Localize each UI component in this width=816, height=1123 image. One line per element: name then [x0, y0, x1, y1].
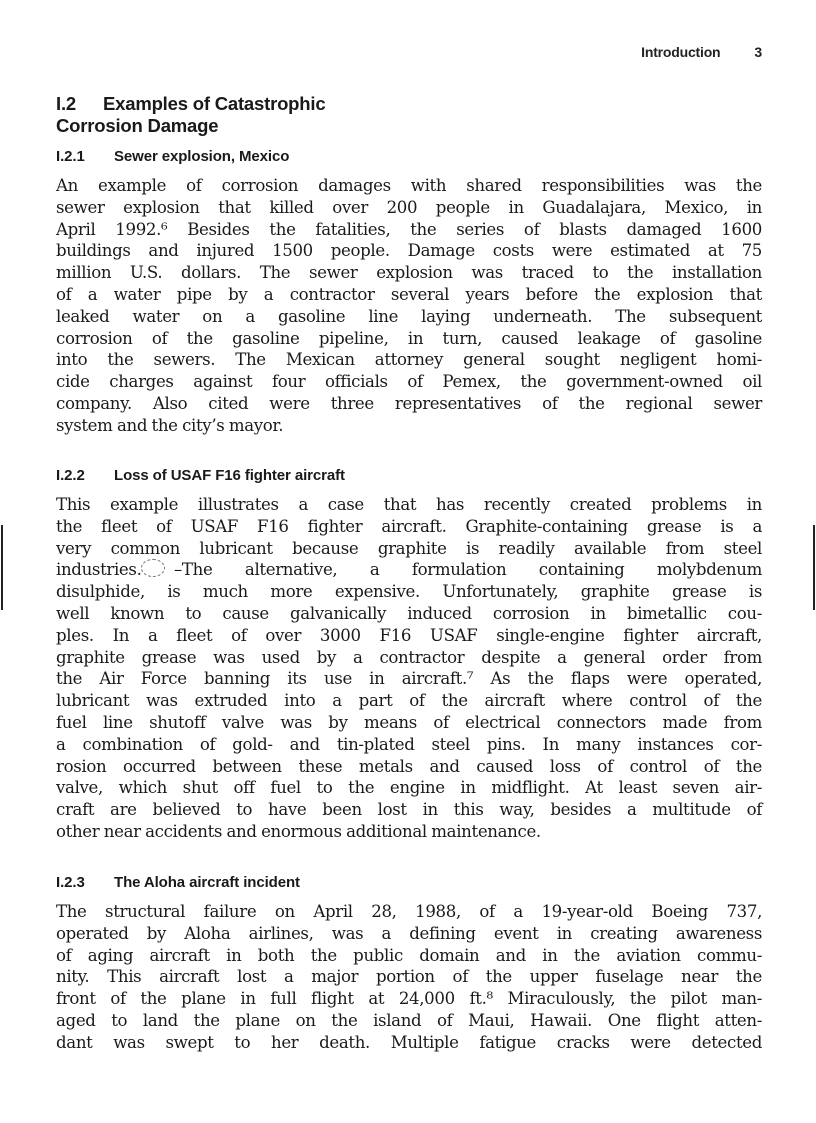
subsection-number: I.2.2 [56, 467, 85, 484]
text-line: well known to cause galvanically induced corrosion in bimetallic cou- [56, 603, 762, 623]
section-title-line-2: Corrosion Damage [56, 115, 219, 136]
text-line: the Air Force banning its use in aircraft.⁷ As the flaps were operated, [56, 669, 762, 689]
text-line: aged to land the plane on the island of Maui, Hawaii. One flight atten- [56, 1010, 762, 1030]
section-heading [56, 93, 325, 137]
editorial-circle-mark [141, 559, 165, 577]
text-line: nity. This aircraft lost a major portion of the upper fuselage near the [56, 967, 762, 987]
section-number: I.2 [56, 93, 76, 114]
running-head-title: Introduction [641, 44, 721, 60]
text-line: sewer explosion that killed over 200 people in Guadalajara, Mexico, in [56, 197, 762, 217]
text-line: a combination of gold- and tin-plated steel pins. In many instances cor- [56, 734, 762, 754]
paragraph-f16-aircraft [56, 494, 762, 843]
paragraph-sewer-explosion [56, 175, 762, 437]
paragraph-aloha-incident [56, 901, 762, 1054]
text-line: An example of corrosion damages with shared responsibilities was the [56, 176, 762, 195]
text-line: lubricant was extruded into a part of the aircraft where control of the [56, 691, 762, 711]
subsection-heading-2 [56, 467, 345, 484]
text-line: very common lubricant because graphite is readily available from steel [56, 538, 762, 558]
text-line: of aging aircraft in both the public domain and in the aviation commu- [56, 945, 762, 965]
text-line: million U.S. dollars. The sewer explosion was traced to the installation [56, 263, 762, 283]
text-line: company. Also cited were three representatives of the regional sewer [56, 393, 762, 413]
text-line: corrosion of the gasoline pipeline, in turn, caused leakage of gasoline [56, 328, 762, 348]
text-line: graphite grease was used by a contractor despite a general order from [56, 647, 762, 667]
text-line: cide charges against four officials of Pemex, the government-owned oil [56, 372, 762, 392]
subsection-heading-1 [56, 148, 289, 165]
text-line: buildings and injured 1500 people. Damage costs were estimated at 75 [56, 241, 762, 261]
text-line: dant was swept to her death. Multiple fatigue cracks were detected [56, 1032, 762, 1052]
text-line: front of the plane in full flight at 24,000 ft.⁸ Miraculously, the pilot man- [56, 989, 762, 1009]
running-head [641, 44, 762, 60]
page-number: 3 [754, 44, 762, 60]
subsection-heading-3 [56, 874, 300, 891]
subsection-title: The Aloha aircraft incident [114, 874, 300, 891]
subsection-title: Sewer explosion, Mexico [114, 148, 290, 165]
text-line: system and the city’s mayor. [56, 415, 284, 435]
text-line: leaked water on a gasoline line laying underneath. The subsequent [56, 306, 762, 326]
text-line: fuel line shutoff valve was by means of electrical connectors made from [56, 712, 762, 732]
text-line: industries. –The alternative, a formulation containing molybdenum [56, 560, 762, 580]
left-margin-bar [1, 525, 3, 610]
right-margin-bar [813, 525, 815, 610]
text-line: operated by Aloha airlines, was a defining event in creating awareness [56, 923, 762, 943]
subsection-number: I.2.3 [56, 874, 85, 891]
text-line: of a water pipe by a contractor several years before the explosion that [56, 284, 762, 304]
text-line: The structural failure on April 28, 1988, of a 19-year-old Boeing 737, [56, 902, 762, 921]
text-line: This example illustrates a case that has recently created problems in [56, 495, 762, 514]
text-line: April 1992.⁶ Besides the fatalities, the series of blasts damaged 1600 [56, 219, 762, 239]
text-line: disulphide, is much more expensive. Unfortunately, graphite grease is [56, 582, 762, 602]
text-line: into the sewers. The Mexican attorney general sought negligent homi- [56, 350, 762, 370]
text-line: ples. In a fleet of over 3000 F16 USAF single-engine fighter aircraft, [56, 625, 762, 645]
text-line: the fleet of USAF F16 fighter aircraft. Graphite-containing grease is a [56, 516, 762, 536]
subsection-number: I.2.1 [56, 148, 85, 165]
text-line: craft are believed to have been lost in this way, besides a multitude of [56, 800, 762, 820]
text-line: valve, which shut off fuel to the engine in midflight. At least seven air- [56, 778, 762, 798]
text-line: rosion occurred between these metals and caused loss of control of the [56, 756, 762, 776]
text-line: other near accidents and enormous additional maintenance. [56, 821, 541, 841]
section-title-line-1: Examples of Catastrophic [103, 93, 326, 114]
subsection-title: Loss of USAF F16 fighter aircraft [114, 467, 345, 484]
